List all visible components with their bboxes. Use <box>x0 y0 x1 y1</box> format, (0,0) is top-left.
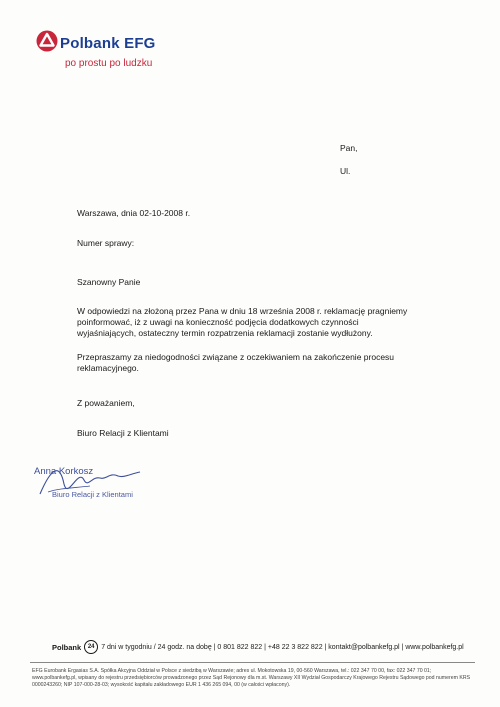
brand-tagline: po prostu po ludzku <box>65 58 153 69</box>
signature-department: Biuro Relacji z Klientami <box>52 490 133 499</box>
letter-paragraph-1: W odpowiedzi na złożoną przez Pana w dniu 18 września 2008 r. reklamację pragniemy poinformować, iż z uwagi na konieczność podjęcia dodatkowych czynności wyjaśniających, ostateczny termin rozpatrzenia reklamacji zostanie wydłużony. <box>77 306 408 338</box>
footer-hotline <box>52 640 464 654</box>
closing-phrase: Z poważaniem, <box>77 398 135 408</box>
letter-paragraph-2: Przepraszamy za niedogodności związane z oczekiwaniem na zakończenie procesu reklamacyjnego. <box>77 352 395 373</box>
polbank-logo-icon <box>36 30 58 52</box>
case-number-label: Numer sprawy: <box>77 238 135 248</box>
hotline-brand: Polbank <box>52 642 82 652</box>
hotline-24-badge: 24 <box>84 640 98 654</box>
addressee-street: Ul. <box>340 166 351 176</box>
letter-date: Warszawa, dnia 02-10-2008 r. <box>77 208 191 218</box>
salutation: Szanowny Panie <box>77 277 141 287</box>
sender-department: Biuro Relacji z Klientami <box>77 428 169 438</box>
hotline-text: 7 dni w tygodniu / 24 godz. na dobę | 0 801 822 822 | +48 22 3 822 822 | kontakt@polbankefg.pl | www.polbankefg.pl <box>101 643 464 651</box>
footer-divider <box>30 662 475 663</box>
signature-name: Anna Korkosz <box>34 466 94 477</box>
addressee-title: Pan, <box>340 143 358 153</box>
brand-name: Polbank EFG <box>60 35 156 52</box>
footer-legal-text: EFG Eurobank Ergasias S.A. Spółka Akcyjna Oddział w Polsce z siedzibą w Warszawie; adres ul. Mokotowska 19, 00-560 Warszawa, tel.: 022 347 70 00, fax: 022 347 70 01; www.polbankefg.pl, wpisany do rejestru przedsiębiorców prowadzonego przez Sąd Rejonowy dla m.st. Warszawy XII Wydział Gospodarczy Krajowego Rejestru Sądowego pod numerem KRS 0000243260; NIP 107-000-28-03; wysokość kapitału zakładowego EUR 1 436 265 094, 00 (w całości wpłacony). <box>32 668 471 688</box>
